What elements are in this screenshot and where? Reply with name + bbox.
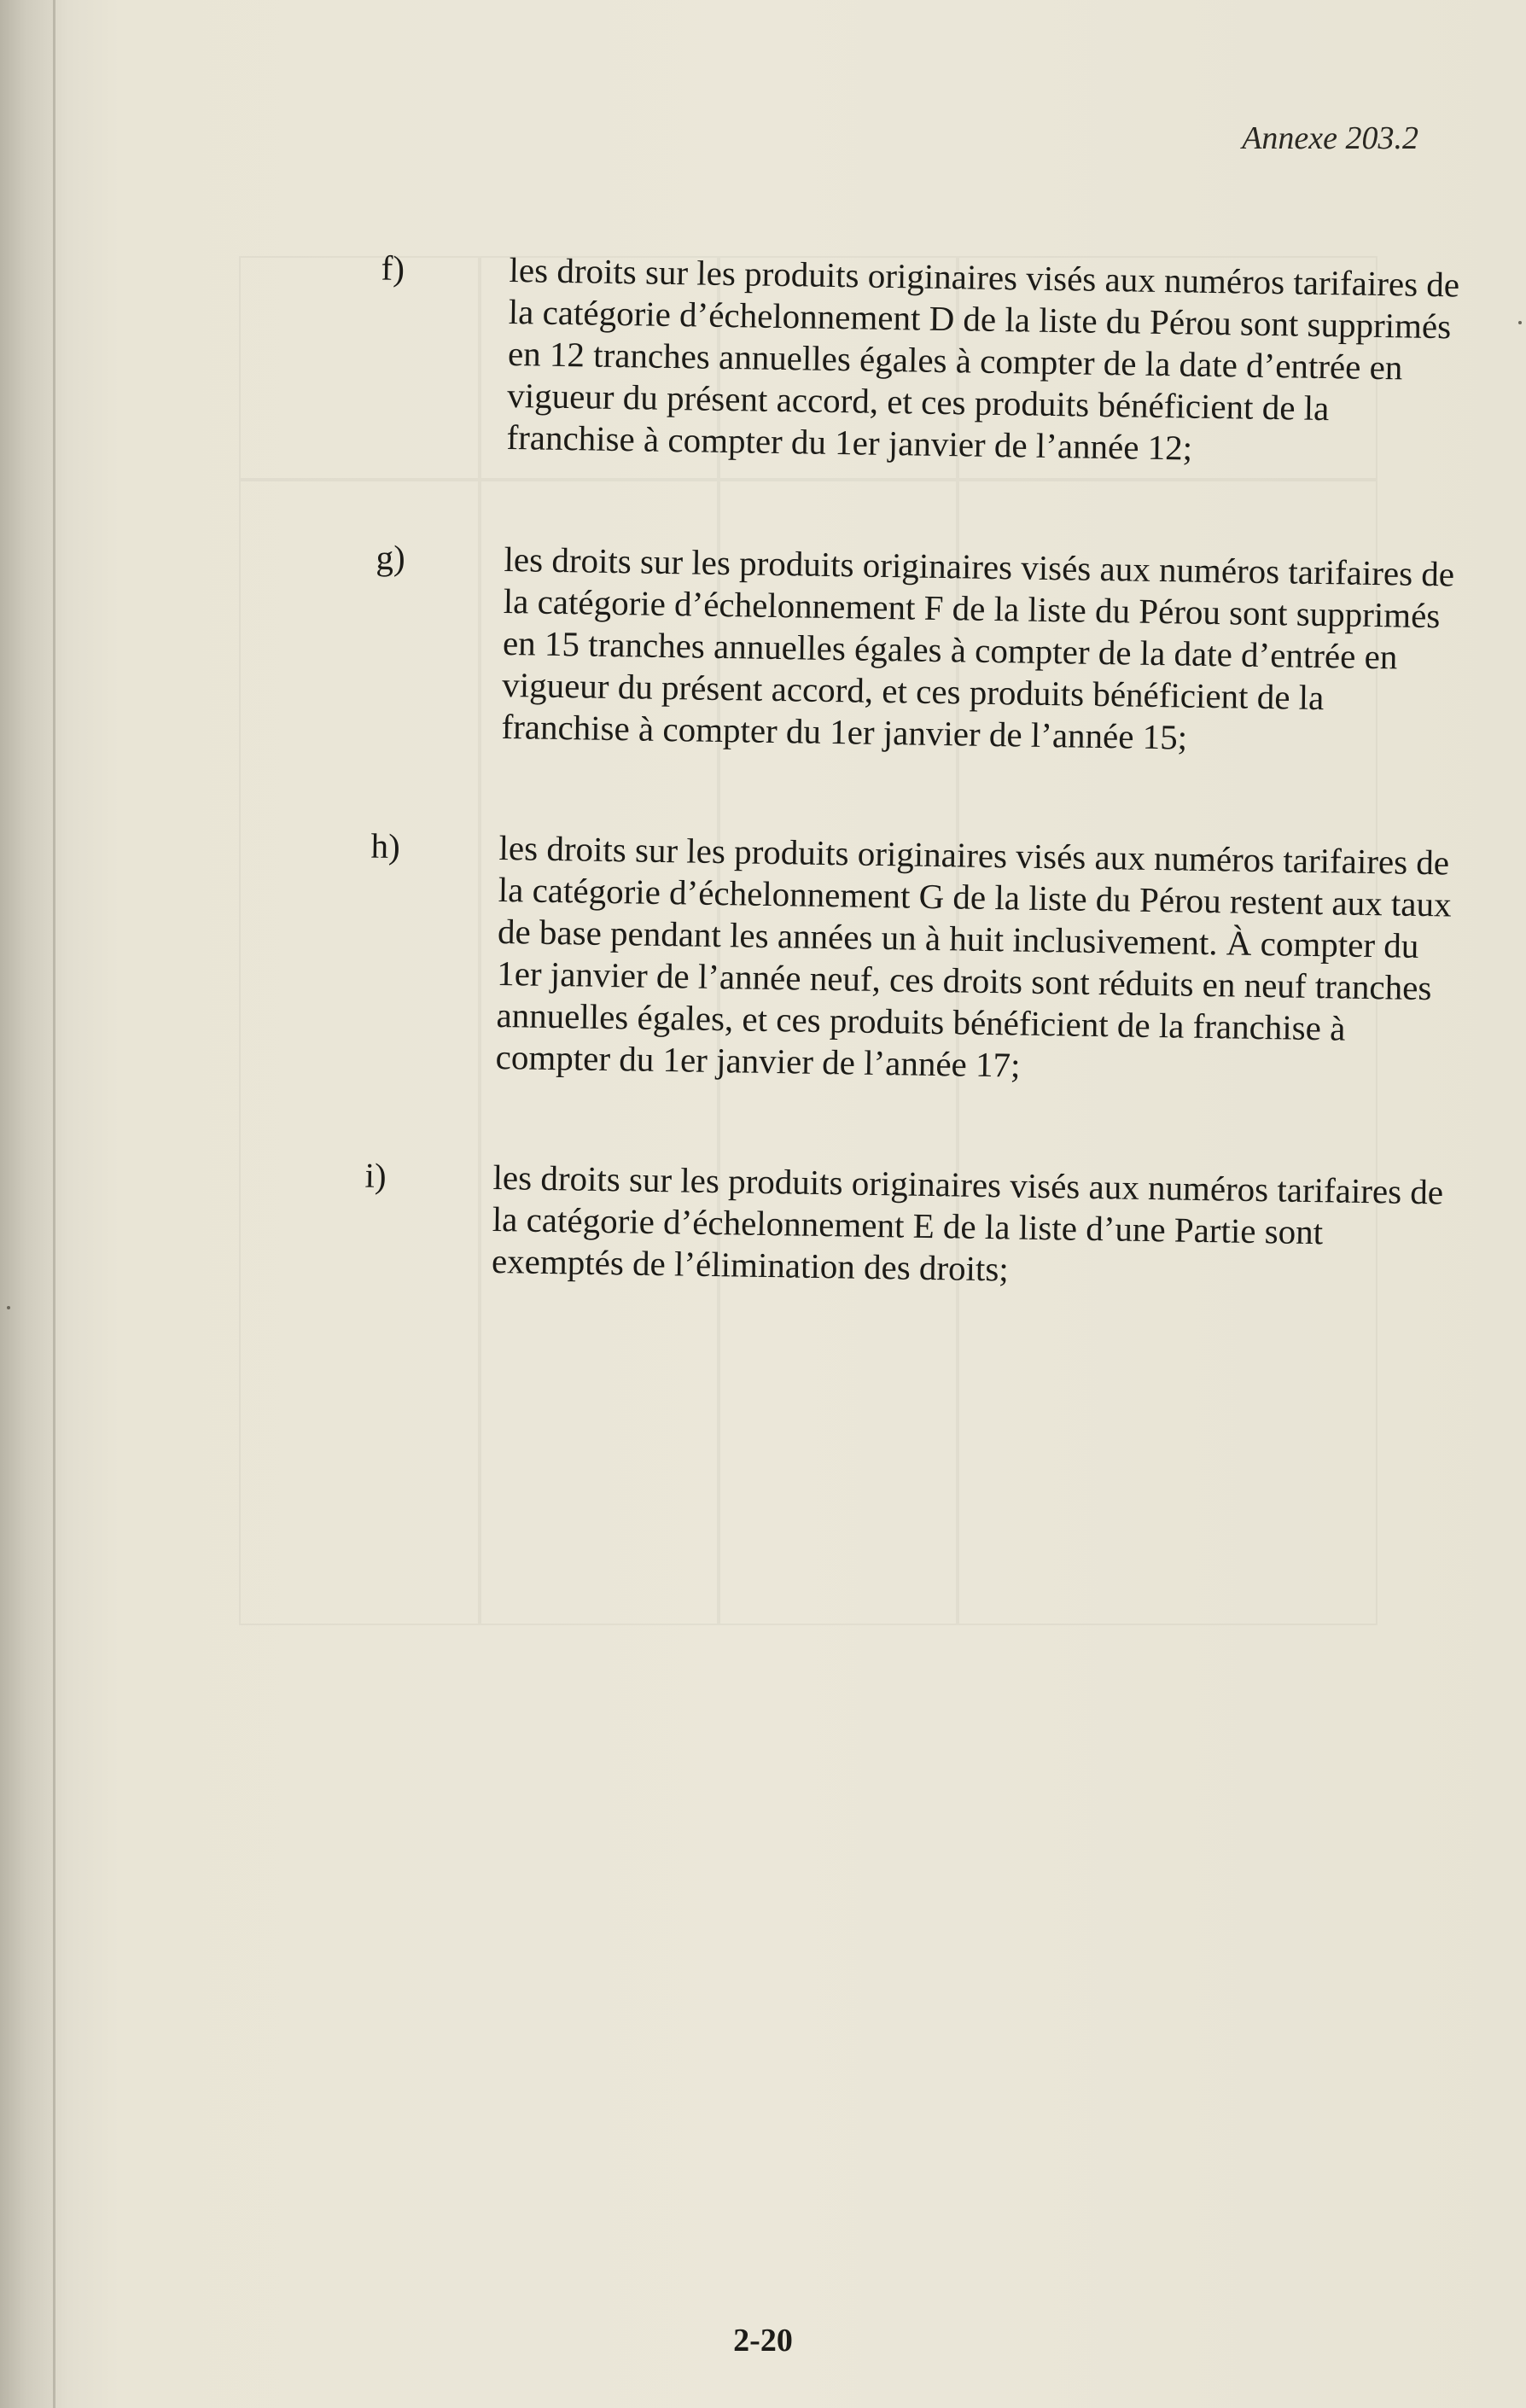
clause-marker: f)	[381, 248, 405, 289]
clause-text: les droits sur les produits originaires visés aux numéros tarifaires de la catégorie d’échelonnement D de la liste du Pérou sont supprimés en 12 tranches annuelles égales à compter de la date d’entrée en vigueur du présent accord, et ces produits bénéficient de la franchise à compter du 1er janvier de l’année 12;	[506, 249, 1460, 468]
clause-marker: i)	[364, 1155, 387, 1196]
clause-text: les droits sur les produits originaires visés aux numéros tarifaires de la catégorie d’échelonnement F de la liste du Pérou sont supprimés en 15 tranches annuelles égales à compter de la date d’entrée en vigueur du présent accord, et ces produits bénéficient de la franchise à compter du 1er janvier de l’année 15;	[501, 539, 1455, 757]
clause-i	[364, 1155, 1449, 1297]
page-number: 2-20	[733, 2323, 793, 2358]
clause-h	[370, 825, 1454, 1093]
running-header: Annexe 203.2	[1242, 120, 1418, 156]
clause-f	[381, 248, 1465, 474]
clause-marker: h)	[370, 825, 401, 866]
clause-marker: g)	[376, 537, 406, 578]
dust-speck	[7, 1306, 10, 1309]
clause-g	[376, 537, 1460, 763]
clause-text: les droits sur les produits originaires visés aux numéros tarifaires de la catégorie d’échelonnement E de la liste d’une Partie sont exemptés de l’élimination des droits;	[491, 1157, 1444, 1289]
binding-gutter	[53, 0, 55, 2408]
dust-speck	[1518, 321, 1522, 324]
clause-text: les droits sur les produits originaires visés aux numéros tarifaires de la catégorie d’échelonnement G de la liste du Pérou restent aux taux de base pendant les années un à huit inclusivement. À compter du 1er janvier de l’année neuf, ces droits sont réduits en neuf tranches annuelles égales, et ces produits bénéficient de la franchise à compter du 1er janvier de l’année 17;	[495, 827, 1452, 1085]
